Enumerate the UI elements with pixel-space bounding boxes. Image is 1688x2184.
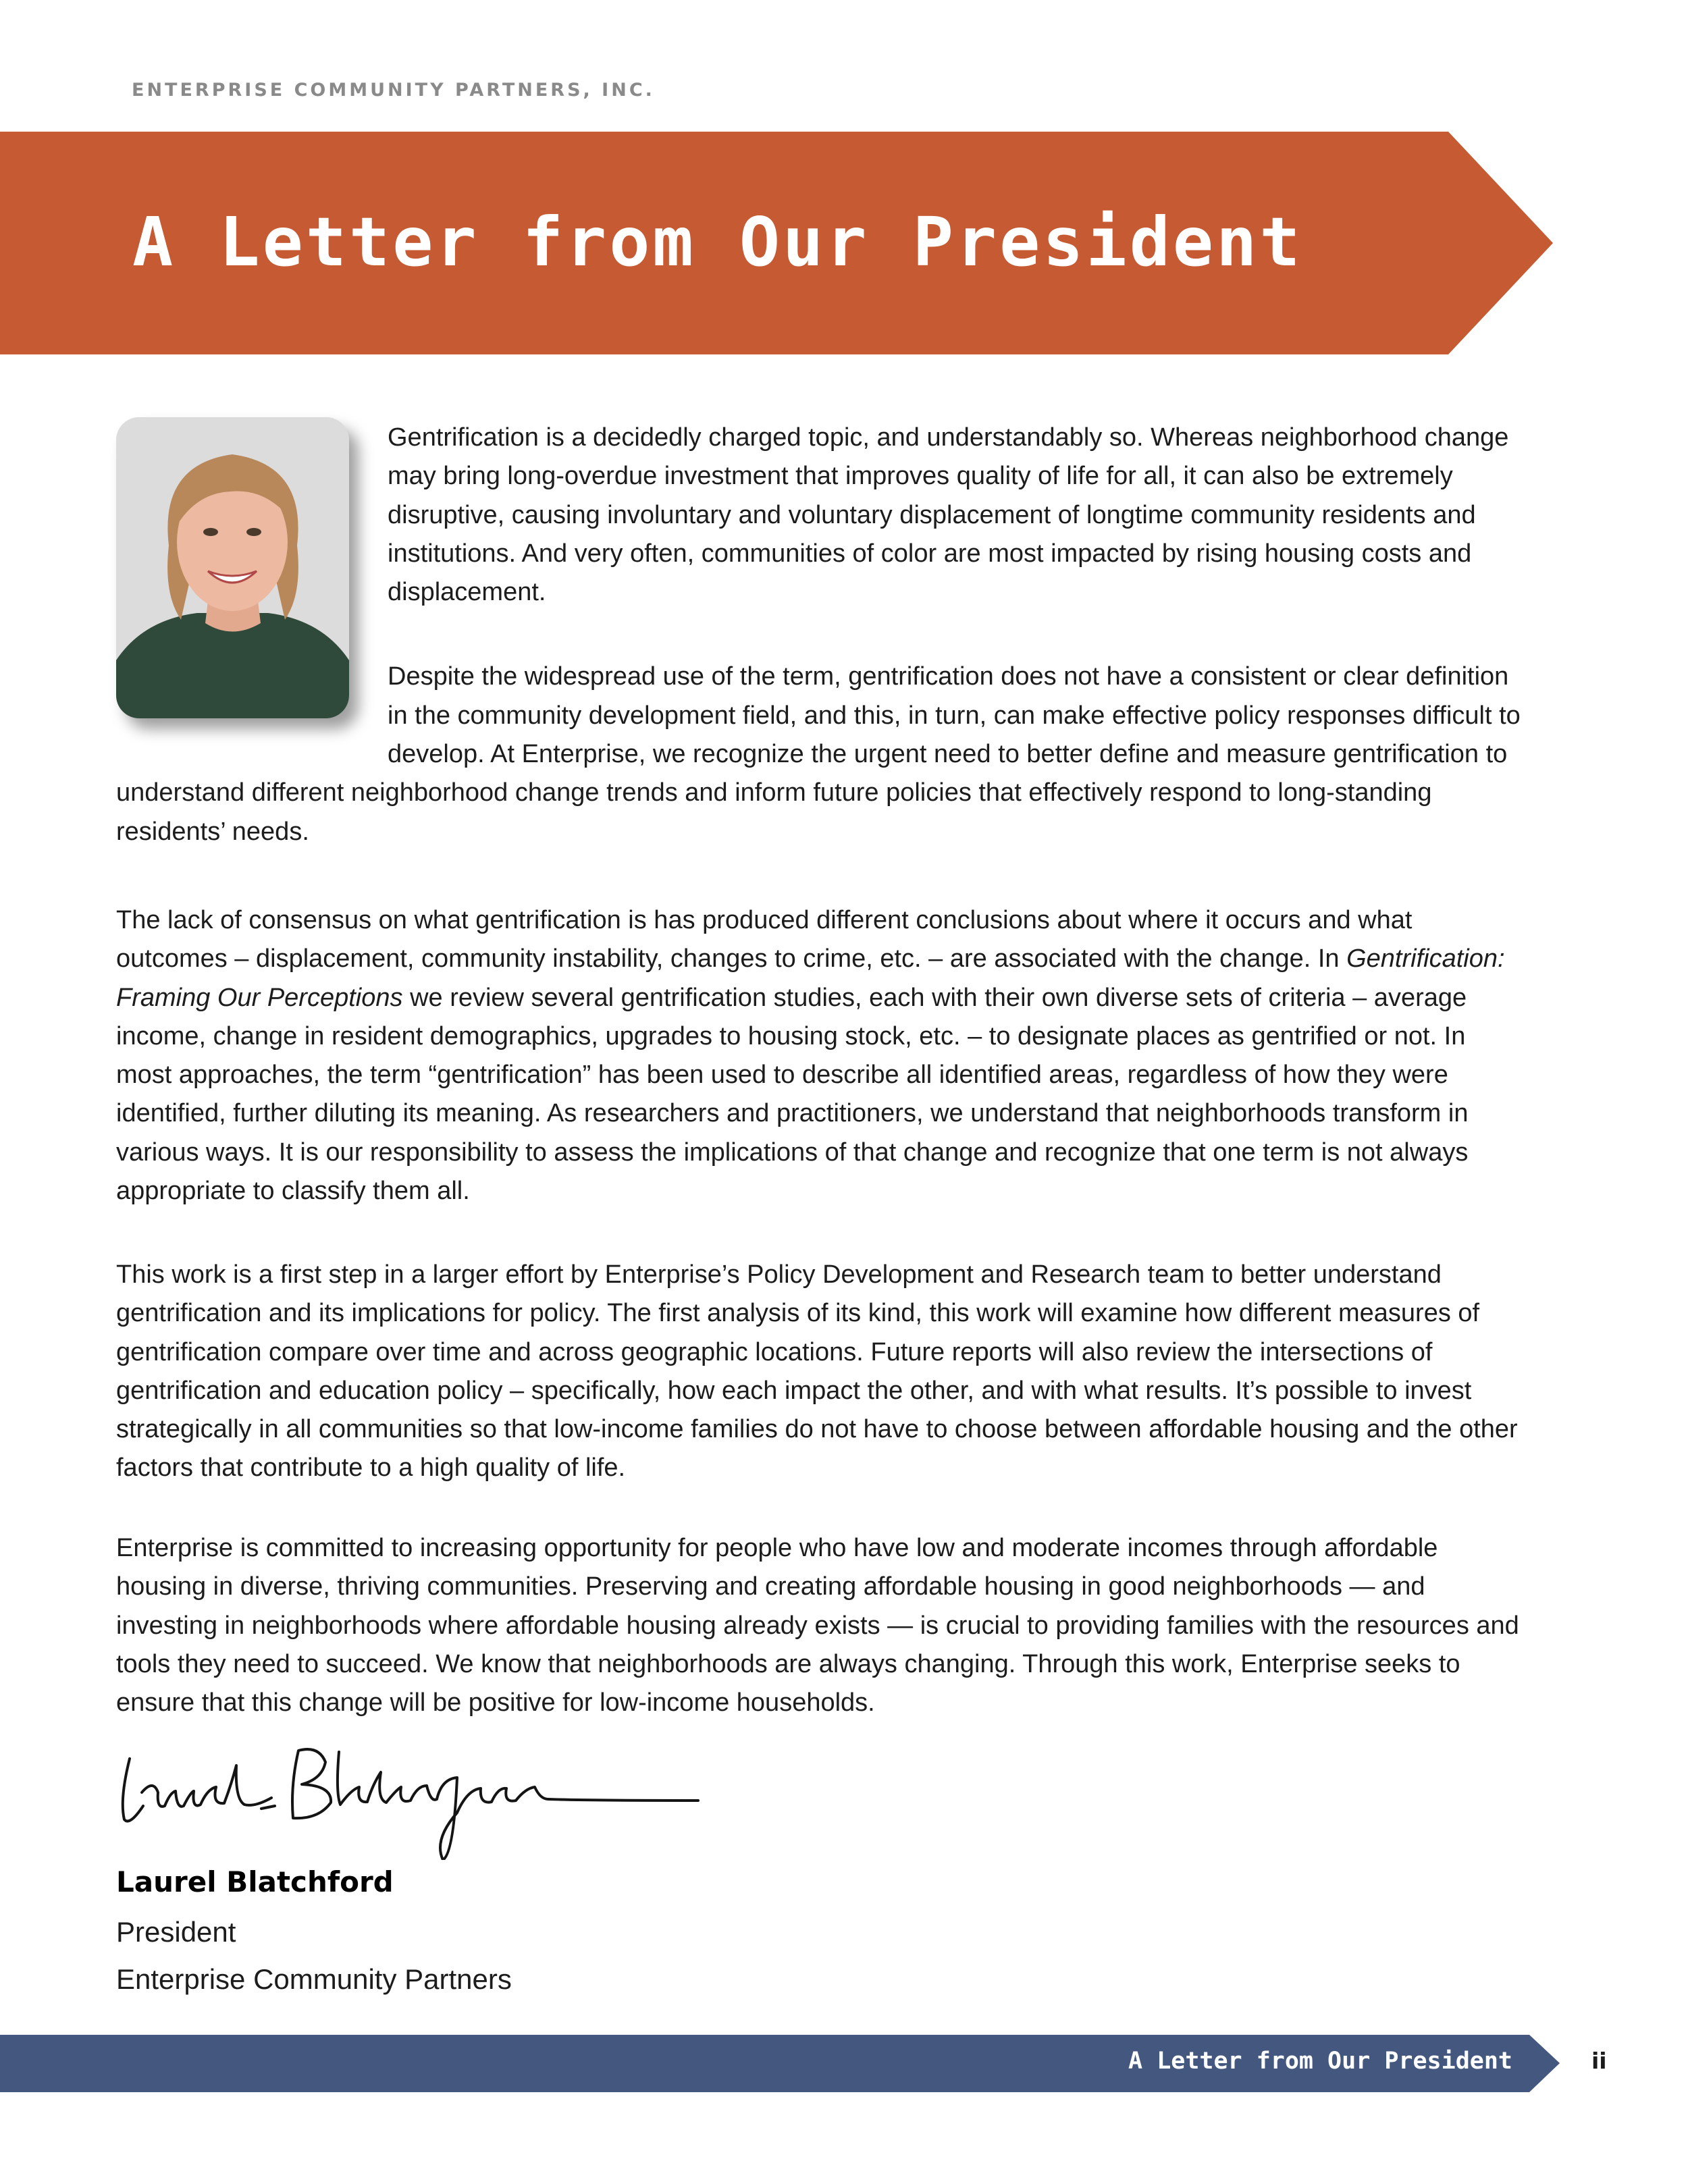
signatory-organization: Enterprise Community Partners [116,1963,512,1995]
signature-image [116,1725,724,1860]
paragraph-3-lead: The lack of consensus on what gentrification is has produced different conclusions about where it occurs and what outcomes – displacement, community instability, changes to crime, etc. – are associated with the change. In [116,906,1413,974]
photo-spacer [116,419,388,736]
letter-paragraph-3 [116,901,1527,1210]
organization-header: ENTERPRISE COMMUNITY PARTNERS, INC. [132,80,655,101]
letter-intro [116,419,1527,851]
page-title: A Letter from Our President [132,203,1303,282]
signatory-title: President [116,1916,236,1948]
report-title: Gentrification: Framing Our Perceptions [116,944,1505,1012]
letter-paragraph-2: Despite the widespread use of the term, gentrification does not have a consistent or clear definition in the community development field, and this, in turn, can make effective policy responses difficult to develop. At Enterprise, we recognize the urgent need to better define and measure gentrification to understand different neighborhood change trends and inform future policies that effectively respond to long-standing residents’ needs. [116,662,1521,846]
letter-paragraph-5: Enterprise is committed to increasing opportunity for people who have low and moderate incomes through affordable housing in diverse, thriving communities. Preserving and creating affordable housing in good neighborhoods — and investing in neighborhoods where affordable housing already exists — is crucial to providing families with the resources and tools they need to succeed. We know that neighborhoods are always changing. Through this work, Enterprise seeks to ensure that this change will be positive for low-income households. [116,1534,1519,1717]
letter-paragraph-1: Gentrification is a decidedly charged topic, and understandably so. Whereas neighborhood change may bring long-overdue investment that improves quality of life for all, it can also be extremely disruptive, causing involuntary and voluntary displacement of longtime community residents and institutions. And very often, communities of color are most impacted by rising housing costs and displacement. [388,423,1509,607]
page-number: ii [1591,2048,1607,2074]
paragraph-3-rest: we review several gentrification studies, each with their own diverse sets of criteria – average income, change in resident demographics, upgrades to housing stock, etc. – to designate places as gentrified or not. In most approaches, the term “gentrification” has been used to describe all identified areas, regardless of how they were identified, further diluting its meaning. As researchers and practitioners, we understand that neighborhoods transform in various ways. It is our responsibility to assess the implications of that change and recognize that one term is not always appropriate to classify them all. [116,983,1469,1206]
letter-paragraph-4: This work is a first step in a larger effort by Enterprise’s Policy Development and Research team to better understand gentrification and its implications for policy. The first analysis of its kind, this work will examine how different measures of gentrification compare over time and across geographic locations. Future reports will also review the intersections of gentrification and education policy – specifically, how each impact the other, and with what results. It’s possible to invest strategically in all communities so that low-income families do not have to choose between affordable housing and the other factors that contribute to a high quality of life. [116,1260,1518,1483]
footer-section-title: A Letter from Our President [1128,2048,1512,2075]
signatory-name: Laurel Blatchford [116,1865,394,1898]
